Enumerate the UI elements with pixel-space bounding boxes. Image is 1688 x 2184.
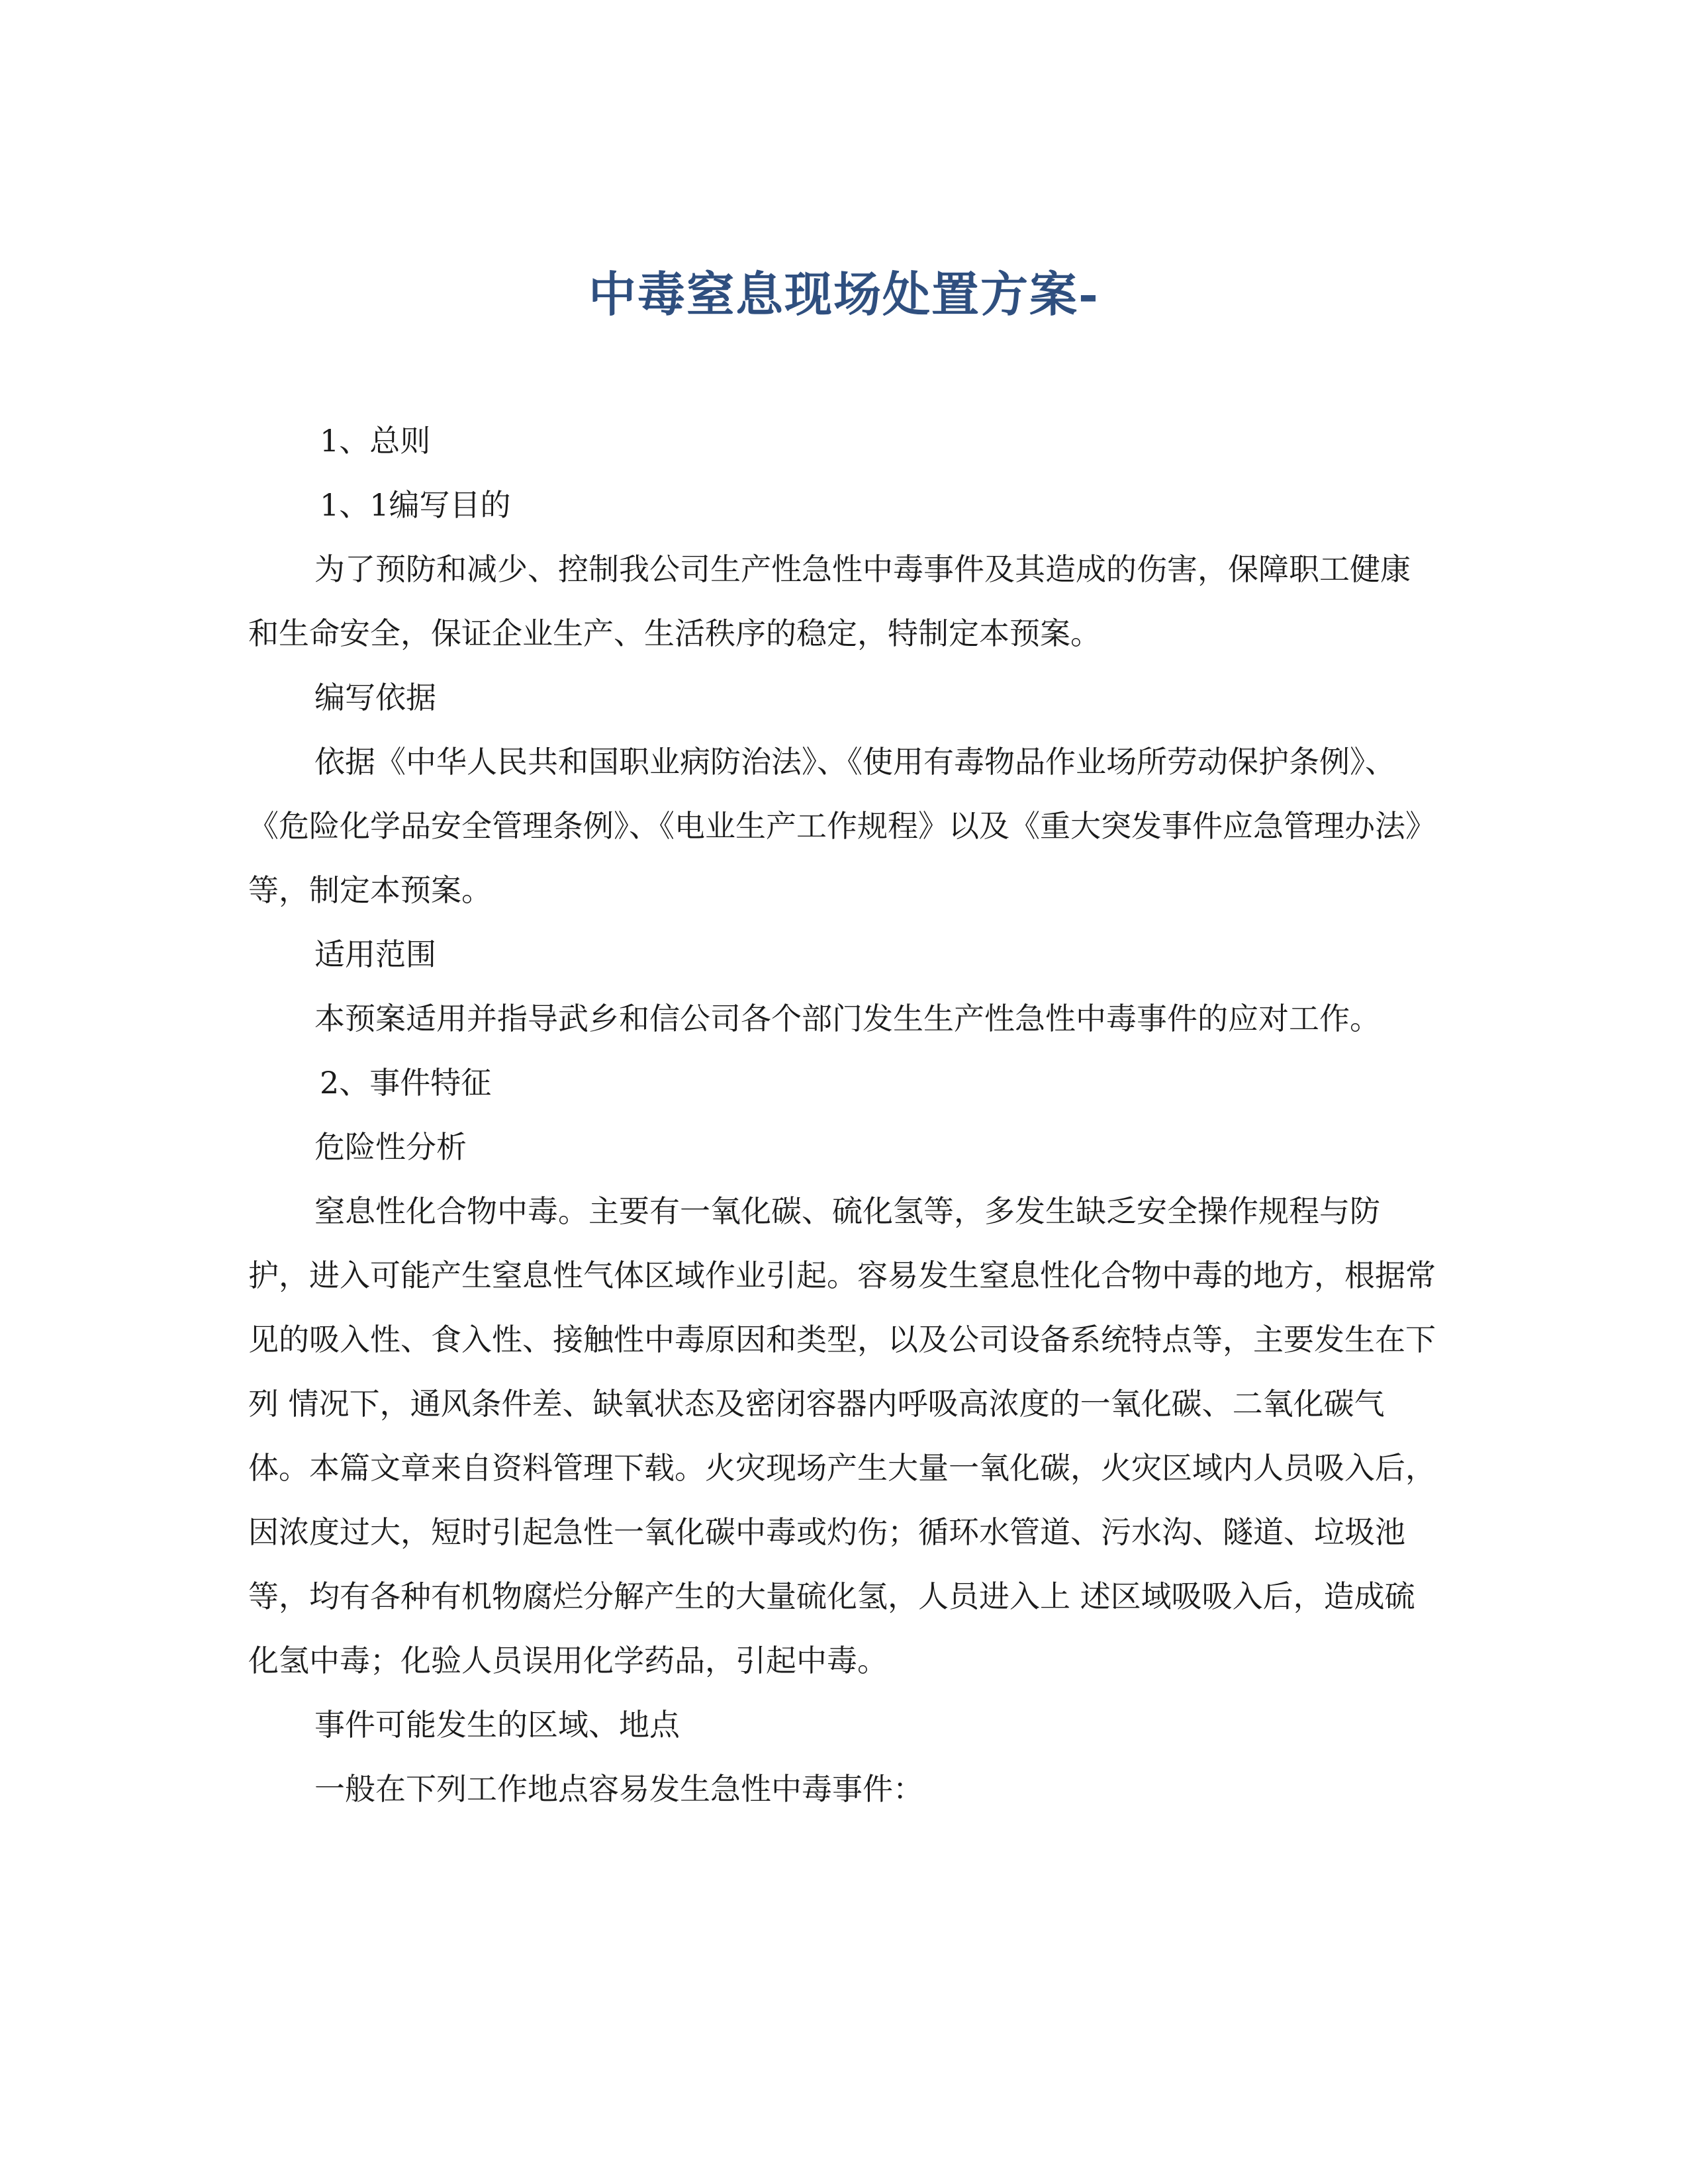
section-heading-locations: 事件可能发生的区域、地点 [314,1707,680,1743]
paragraph-hazard-analysis: 窒息性化合物中毒。主要有一氧化碳、硫化氢等，多发生缺乏安全操作规程与防护，进入可能产生窒息性气体区域作业引起。容易发生窒息性化合物中毒的地方，根据常见的吸入性、食入性、接触性中毒原因和类型，以及公司设备系统特点等，主要发生在下列 情况下，通风条件差、缺氧状态及密闭容器内呼吸高浓度的一氧化碳、二氧化碳气体。本篇文章来自资料管理下载。火灾现场产生大量一氧化碳，火灾区域内人员吸入后，因浓度过大，短时引起急性一氧化碳中毒或灼伤；循环水管道、污水沟、隧道、垃圾池等，均有各种有机物腐烂分解产生的大量硫化氢，人员进入上 述区域吸吸入后，造成硫化氢中毒；化验人员误用化学药品，引起中毒。 [248,1193,1436,1678]
paragraph-basis: 依据《中华人民共和国职业病防治法》、《使用有毒物品作业场所劳动保护条例》、《危险化学品安全管理条例》、《电业生产工作规程》以及《重大突发事件应急管理办法》等，制定本预案。 [248,744,1436,908]
section-heading-general: 1、总则 [320,423,431,459]
section-heading-purpose: 1、1编写目的 [320,487,511,523]
section-heading-hazard-analysis: 危险性分析 [314,1129,467,1165]
page-title: 中毒窒息现场处置方案- [588,266,1100,322]
document-body [248,409,1440,1821]
paragraph-locations: 一般在下列工作地点容易发生急性中毒事件： [314,1771,923,1807]
section-heading-scope: 适用范围 [314,936,436,972]
paragraph-scope: 本预案适用并指导武乡和信公司各个部门发生生产性急性中毒事件的应对工作。 [314,1001,1380,1036]
paragraph-purpose: 为了预防和减少、控制我公司生产性急性中毒事件及其造成的伤害，保障职工健康和生命安全，保证企业生产、生活秩序的稳定，特制定本预案。 [248,551,1411,651]
section-heading-basis: 编写依据 [314,680,436,715]
section-heading-features: 2、事件特征 [320,1065,492,1101]
